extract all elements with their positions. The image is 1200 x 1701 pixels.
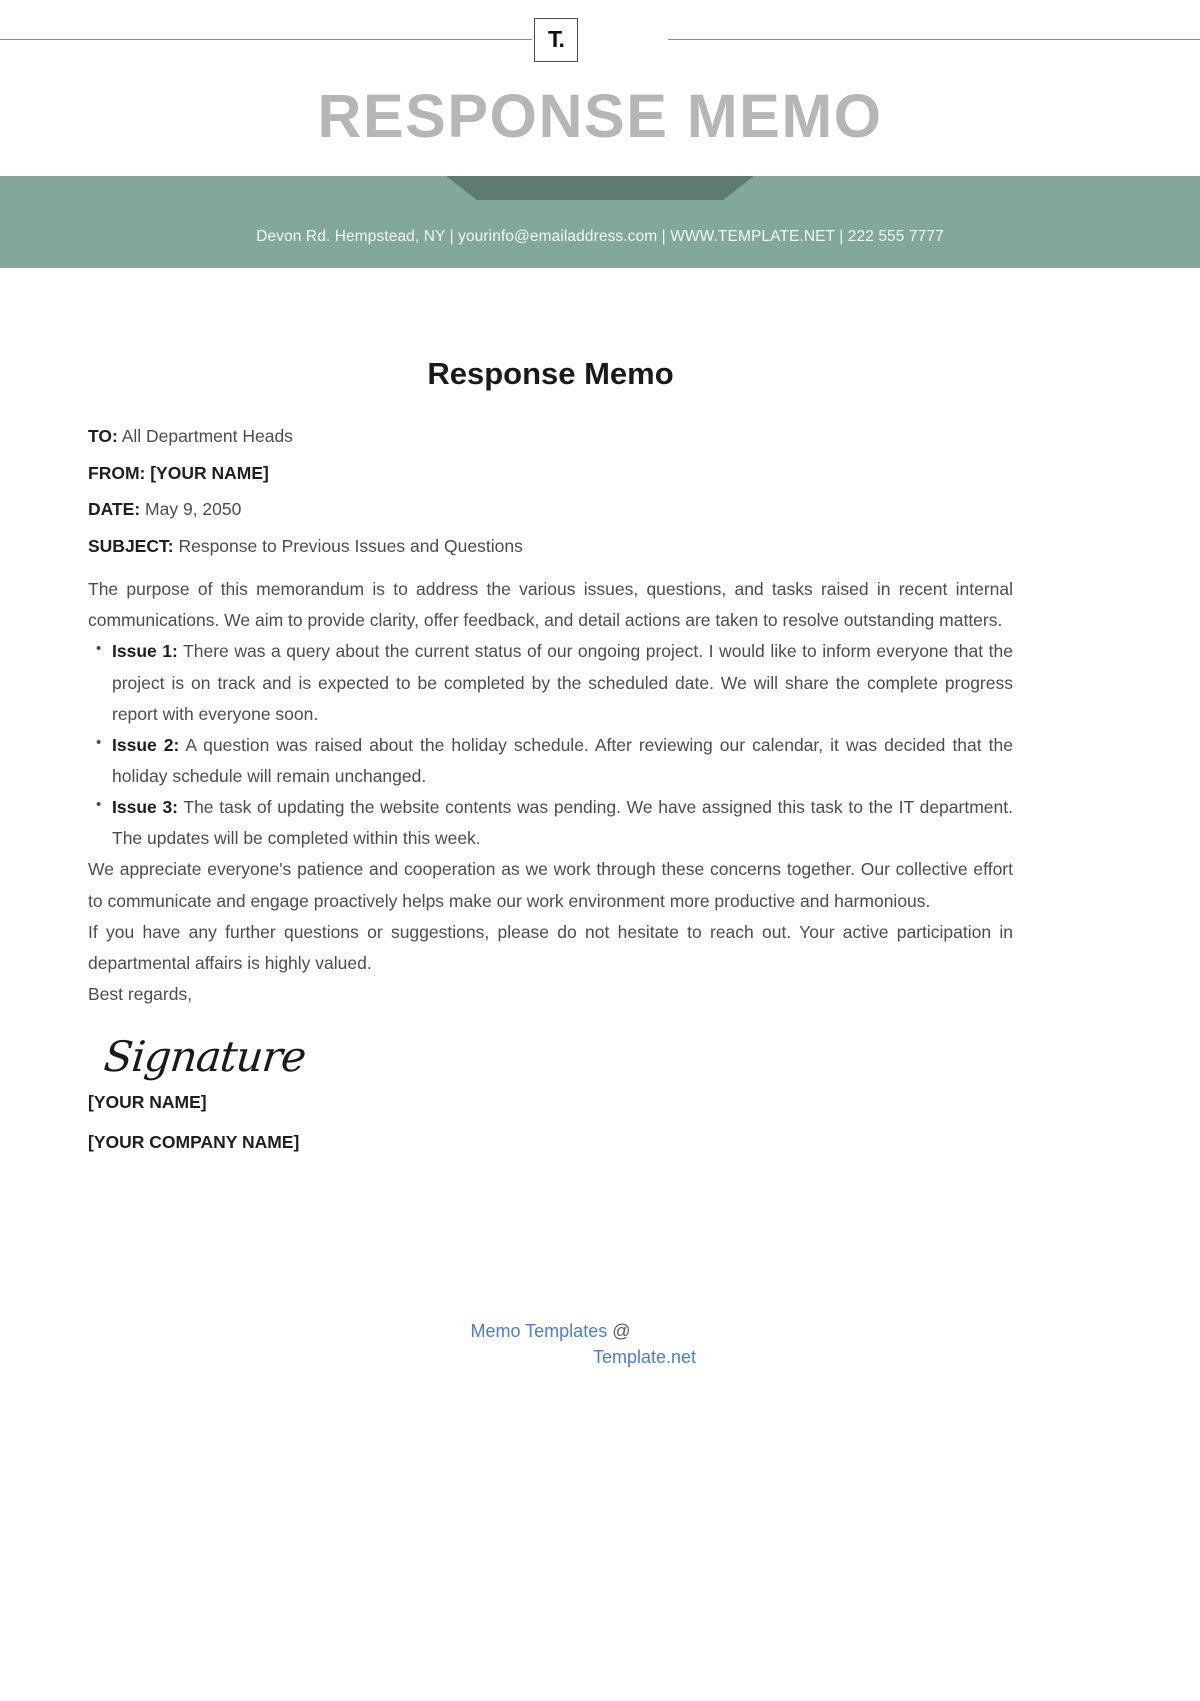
issue-3-label: Issue 3: (112, 797, 178, 818)
header-rule-left (0, 39, 532, 40)
issues-list (88, 636, 1013, 854)
closing-paragraph-1: We appreciate everyone's patience and cooperation as we work through these concerns together. Our collective effort to communicate and engage proactively helps make our work environment more productive and harmonious. (88, 859, 1013, 911)
memo-field-subject (88, 535, 1013, 556)
list-item (88, 730, 1013, 792)
footer-attribution (88, 1318, 1013, 1370)
regards-line: Best regards, (88, 984, 193, 1005)
logo-mark-text: T. (548, 25, 564, 52)
memo-field-date (88, 501, 1013, 519)
memo-field-from-label: FROM: (88, 462, 146, 483)
issue-1-label: Issue 1: (112, 641, 178, 662)
memo-field-date-label: DATE: (88, 499, 141, 520)
issue-2-label: Issue 2: (112, 734, 180, 755)
issue-2-text: A question was raised about the holiday schedule. After reviewing our calendar, it was decided that the holiday schedule will remain unchanged. (112, 734, 1013, 787)
memo-field-to-label: TO: (88, 426, 118, 447)
list-item (88, 636, 1013, 729)
memo-field-from-value: [YOUR NAME] (150, 462, 269, 483)
issue-3-text: The task of updating the website contents was pending. We have assigned this task to the IT department. The updates will be completed within this week. (112, 797, 1013, 849)
page-title: RESPONSE MEMO (317, 82, 883, 150)
band-notch-shape (446, 176, 754, 200)
template-net-link[interactable]: Template.net (592, 1347, 697, 1368)
signer-name: [YOUR NAME] (88, 1092, 207, 1113)
list-item (88, 792, 1013, 854)
header-rule-right (668, 39, 1200, 40)
memo-heading: Response Memo (427, 356, 674, 391)
memo-field-to-value: All Department Heads (121, 426, 293, 447)
memo-body (88, 355, 1013, 1173)
memo-field-subject-value: Response to Previous Issues and Questions (178, 535, 523, 556)
issue-1-text: There was a query about the current status of our ongoing project. I would like to inform everyone that the project is on track and is expected to be completed by the scheduled date. We will share the complete progress report with everyone soon. (112, 641, 1013, 724)
memo-field-date-value: May 9, 2050 (145, 499, 242, 520)
intro-paragraph: The purpose of this memorandum is to address the various issues, questions, and tasks raised in recent internal communications. We aim to provide clarity, offer feedback, and detail actions are taken to resolve outstanding matters. (88, 579, 1013, 631)
memo-field-subject-label: SUBJECT: (88, 535, 174, 556)
signature-image: Signature (101, 1032, 308, 1082)
template-net-logo (534, 18, 578, 62)
at-symbol: @ (607, 1321, 631, 1341)
memo-field-from (88, 462, 1013, 483)
footer-line-2 (276, 1344, 1013, 1370)
closing-paragraph-2: If you have any further questions or suggestions, please do not hesitate to reach out. Your active participation in departmental affairs is highly valued. (88, 921, 1013, 973)
memo-field-to (88, 428, 1013, 446)
contact-band (0, 176, 1200, 268)
signer-company: [YOUR COMPANY NAME] (88, 1131, 300, 1152)
header-rule-area (0, 0, 1200, 76)
memo-templates-link[interactable]: Memo Templates (470, 1321, 608, 1341)
contact-info-line: Devon Rd. Hempstead, NY | yourinfo@emailaddress.com | WWW.TEMPLATE.NET | 222 555 7777 (256, 228, 944, 245)
